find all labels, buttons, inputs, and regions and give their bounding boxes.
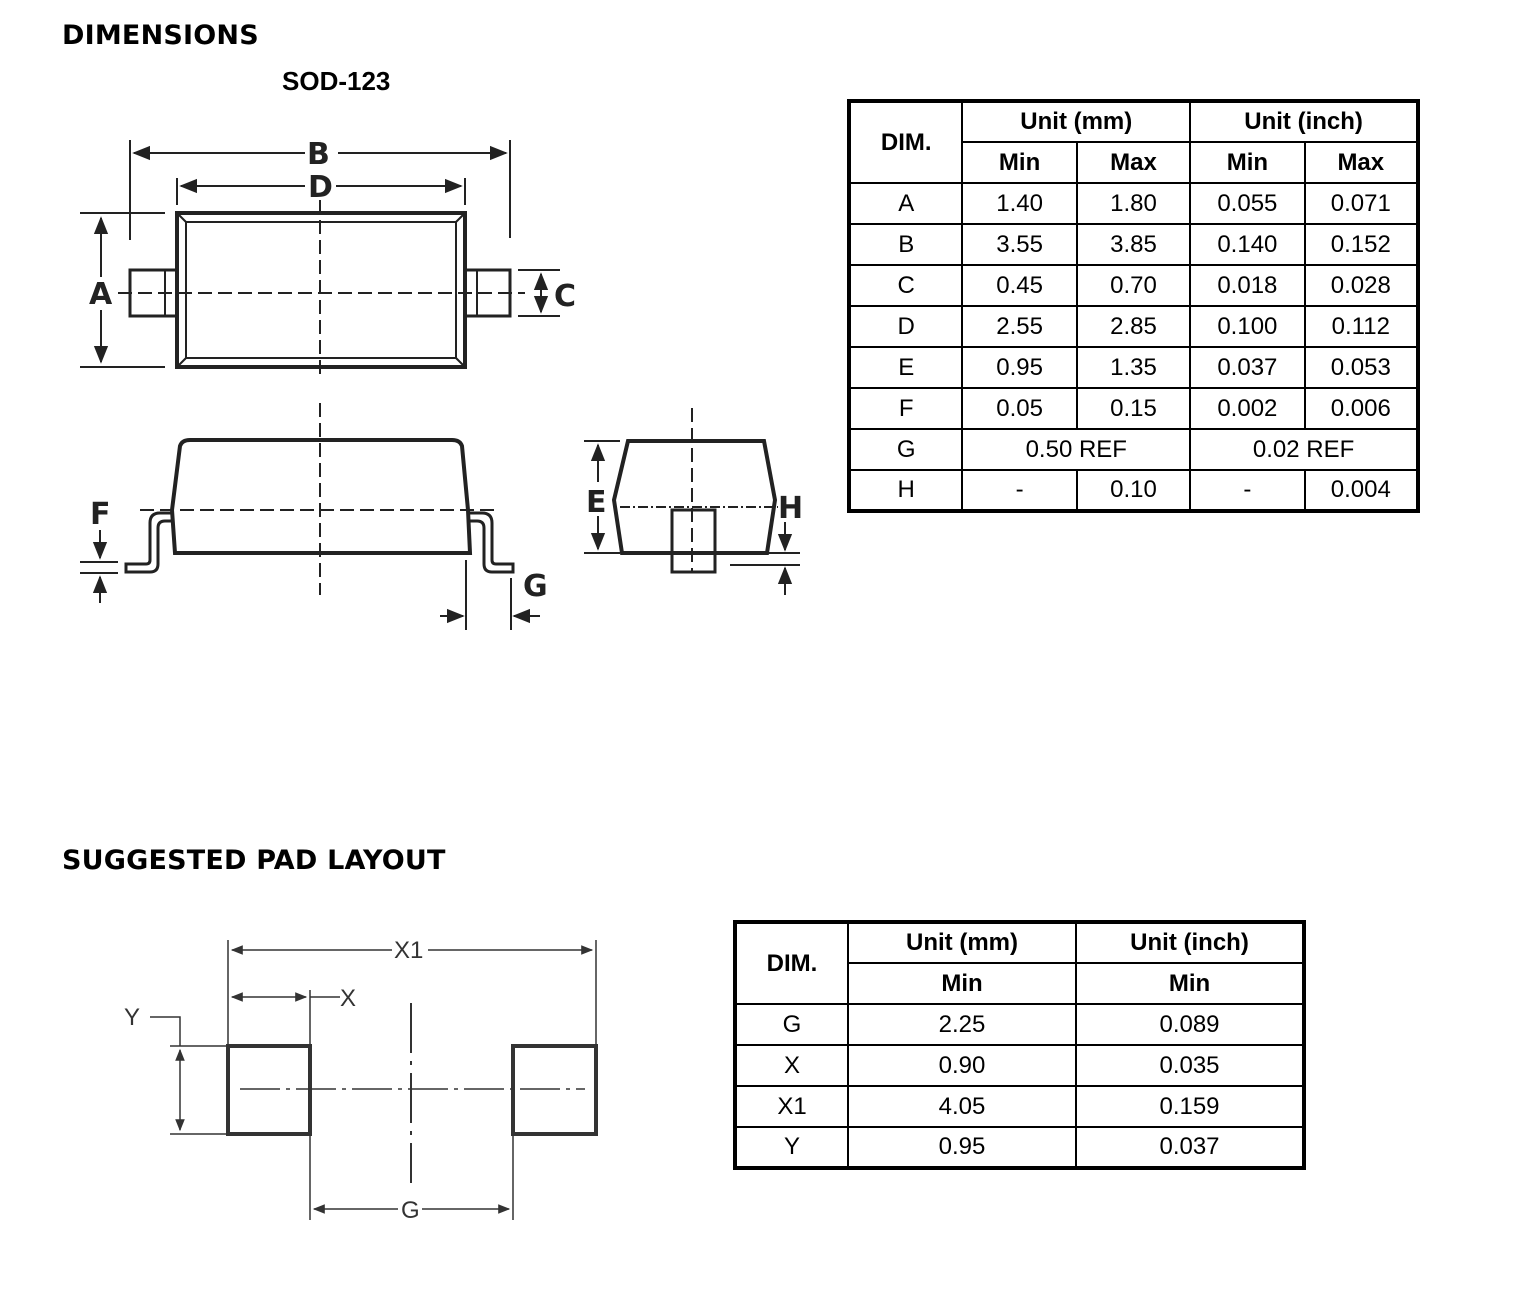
table-row: Y 0.95 0.037 bbox=[735, 1127, 1304, 1168]
pad-inch-min-header: Min bbox=[1076, 963, 1304, 1004]
side-view bbox=[80, 403, 540, 630]
label-y: Y bbox=[124, 1004, 141, 1031]
table-row: H - 0.10 - 0.004 bbox=[849, 470, 1418, 511]
pad-mm-header: Unit (mm) bbox=[848, 922, 1076, 963]
label-d: D bbox=[308, 170, 333, 205]
label-g: G bbox=[523, 569, 548, 604]
inch-min-header: Min bbox=[1190, 142, 1304, 183]
label-c: C bbox=[554, 279, 577, 314]
label-f: F bbox=[90, 497, 111, 532]
dimensions-heading: DIMENSIONS bbox=[62, 20, 259, 51]
pad-layout-drawing bbox=[0, 930, 620, 1240]
pad-dim-header: DIM. bbox=[735, 922, 848, 1004]
table-row: F 0.05 0.15 0.002 0.006 bbox=[849, 388, 1418, 429]
label-b: B bbox=[307, 137, 330, 172]
table-row: D 2.55 2.85 0.100 0.112 bbox=[849, 306, 1418, 347]
package-drawing bbox=[0, 110, 820, 630]
table-row: C 0.45 0.70 0.018 0.028 bbox=[849, 265, 1418, 306]
right-pad bbox=[513, 1046, 596, 1134]
dim-header: DIM. bbox=[849, 101, 962, 183]
pad-inch-header: Unit (inch) bbox=[1076, 922, 1304, 963]
label-e: E bbox=[586, 485, 607, 520]
mm-max-header: Max bbox=[1077, 142, 1190, 183]
label-x1: X1 bbox=[394, 937, 424, 964]
table-row: G 2.25 0.089 bbox=[735, 1004, 1304, 1045]
pad-mm-min-header: Min bbox=[848, 963, 1076, 1004]
mm-min-header: Min bbox=[962, 142, 1076, 183]
label-g-pad: G bbox=[401, 1197, 420, 1224]
pad-layout-heading: SUGGESTED PAD LAYOUT bbox=[62, 845, 446, 876]
table-row: B 3.55 3.85 0.140 0.152 bbox=[849, 224, 1418, 265]
inch-max-header: Max bbox=[1305, 142, 1418, 183]
pad-layout-table bbox=[733, 920, 1306, 1170]
mm-header: Unit (mm) bbox=[962, 101, 1190, 142]
table-row: X 0.90 0.035 bbox=[735, 1045, 1304, 1086]
package-name: SOD-123 bbox=[282, 66, 391, 96]
dimensions-table bbox=[847, 99, 1420, 513]
label-x: X bbox=[340, 985, 357, 1012]
table-row: A 1.40 1.80 0.055 0.071 bbox=[849, 183, 1418, 224]
label-h: H bbox=[778, 491, 804, 526]
left-pad bbox=[228, 1046, 310, 1134]
label-a: A bbox=[89, 277, 113, 312]
end-view bbox=[584, 408, 800, 595]
table-row: E 0.95 1.35 0.037 0.053 bbox=[849, 347, 1418, 388]
table-row: X1 4.05 0.159 bbox=[735, 1086, 1304, 1127]
table-row: G 0.50 REF 0.02 REF bbox=[849, 429, 1418, 470]
inch-header: Unit (inch) bbox=[1190, 101, 1418, 142]
